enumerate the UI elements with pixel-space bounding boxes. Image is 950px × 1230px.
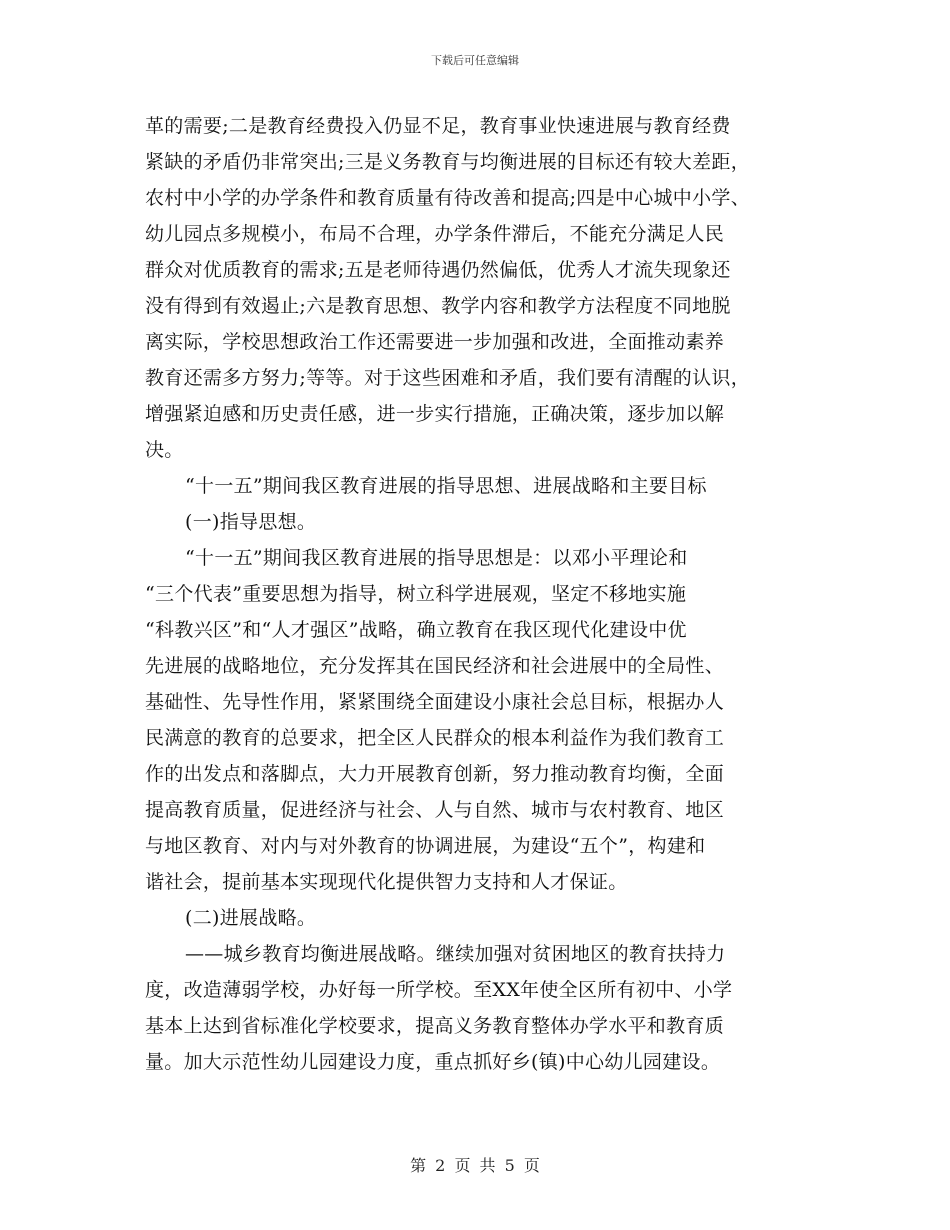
text-line: 农村中小学的办学条件和教育质量有待改善和提高;四是中心城中小学、 <box>145 187 751 209</box>
text-line: 没有得到有效遏止;六是教育思想、教学内容和教学方法程度不同地脱 <box>145 295 731 317</box>
text-line: 增强紧迫感和历史责任感，进一步实行措施，正确决策，逐步加以解 <box>145 403 725 425</box>
paragraph <box>145 540 825 900</box>
text-line: 离实际，学校思想政治工作还需要进一步加强和改进，全面推动素养 <box>145 331 725 353</box>
text-line: “十一五”期间我区教育进展的指导思想是：以邓小平理论和 <box>185 547 688 569</box>
text-line: 群众对优质教育的需求;五是老师待遇仍然偏低，优秀人才流失现象还 <box>145 259 731 281</box>
text-line: 教育还需多方努力;等等。对于这些困难和矛盾，我们要有清醒的认识， <box>145 367 751 389</box>
text-line: “三个代表”重要思想为指导，树立科学进展观，坚定不移地实施 <box>145 583 687 605</box>
page-header: 下载后可任意编辑 <box>431 54 519 67</box>
paragraph <box>145 108 825 468</box>
text-line: 基本上达到省标准化学校要求，提高义务教育整体办学水平和教育质 <box>145 1015 725 1037</box>
text-line: 民满意的教育的总要求，把全区人民群众的根本利益作为我们教育工 <box>145 727 725 749</box>
text-line: “科教兴区”和“人才强区”战略，确立教育在我区现代化建设中优 <box>145 619 687 641</box>
text-line: (二)进展战略。 <box>185 907 317 929</box>
text-line: (一)指导思想。 <box>185 511 317 533</box>
page-footer: 第 2 页 共 5 页 <box>410 1156 540 1175</box>
text-line: 基础性、先导性作用，紧紧围绕全面建设小康社会总目标，根据办人 <box>145 691 725 713</box>
text-line: “十一五”期间我区教育进展的指导思想、进展战略和主要目标 <box>185 475 707 497</box>
text-line: 与地区教育、对内与对外教育的协调进展，为建设“五个”，构建和 <box>145 835 706 857</box>
text-line: 先进展的战略地位，充分发挥其在国民经济和社会进展中的全局性、 <box>145 655 725 677</box>
text-line: 幼儿园点多规模小，布局不合理，办学条件滞后，不能充分满足人民 <box>145 223 725 245</box>
paragraph <box>145 900 825 936</box>
text-line: 量。加大示范性幼儿园建设力度，重点抓好乡(镇)中心幼儿园建设。 <box>145 1051 721 1073</box>
text-line: 作的出发点和落脚点，大力开展教育创新，努力推动教育均衡，全面 <box>145 763 725 785</box>
text-line: 革的需要;二是教育经费投入仍显不足，教育事业快速进展与教育经费 <box>145 115 731 137</box>
text-line: 紧缺的矛盾仍非常突出;三是义务教育与均衡进展的目标还有较大差距， <box>145 151 751 173</box>
text-line: 决。 <box>145 439 184 461</box>
paragraph <box>145 504 825 540</box>
paragraph <box>145 468 825 504</box>
text-line: 度，改造薄弱学校，办好每一所学校。至XX年使全区所有初中、小学 <box>145 979 733 1001</box>
text-line: 谐社会，提前基本实现现代化提供智力支持和人才保证。 <box>145 871 628 893</box>
paragraph <box>145 936 825 1080</box>
text-line: ——城乡教育均衡进展战略。继续加强对贫困地区的教育扶持力 <box>185 943 726 965</box>
document-body <box>145 108 825 1080</box>
text-line: 提高教育质量，促进经济与社会、人与自然、城市与农村教育、地区 <box>145 799 725 821</box>
